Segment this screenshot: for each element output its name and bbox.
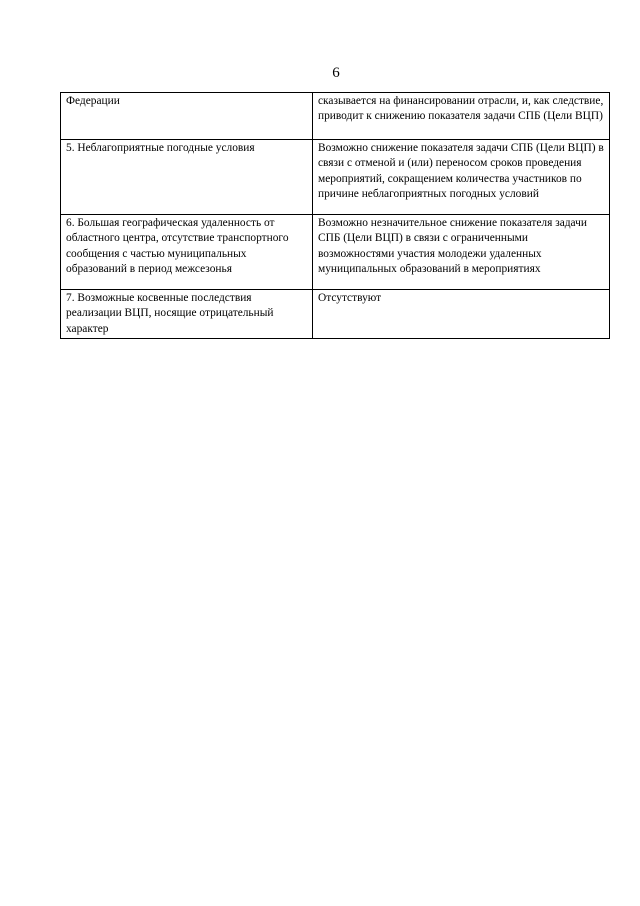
table-row xyxy=(61,290,610,339)
impact-cell: Возможно снижение показателя задачи СПБ (Цели ВЦП) в связи с отменой и (или) переносом сроков проведения мероприятий, сокращением количества участников по причине неблагоприятных погодных условий xyxy=(313,140,610,215)
risk-cell: 6. Большая географическая удаленность от областного центра, отсутствие транспортного сообщения с частью муниципальных образований в период межсезонья xyxy=(61,215,313,290)
table-row xyxy=(61,140,610,215)
page-number: 6 xyxy=(332,65,340,81)
impact-cell: Возможно незначительное снижение показателя задачи СПБ (Цели ВЦП) в связи с ограниченными возможностями участия молодежи удаленных муниципальных образований в мероприятиях xyxy=(313,215,610,290)
impact-cell: Отсутствуют xyxy=(313,290,610,339)
table-row xyxy=(61,215,610,290)
risk-table xyxy=(60,92,610,339)
risk-cell: 5. Неблагоприятные погодные условия xyxy=(61,140,313,215)
impact-cell: сказывается на финансировании отрасли, и, как следствие, приводит к снижению показателя задачи СПБ (Цели ВЦП) xyxy=(313,93,610,140)
risk-cell: Федерации xyxy=(61,93,313,140)
table-row xyxy=(61,93,610,140)
risk-cell: 7. Возможные косвенные последствия реализации ВЦП, носящие отрицательный характер xyxy=(61,290,313,339)
